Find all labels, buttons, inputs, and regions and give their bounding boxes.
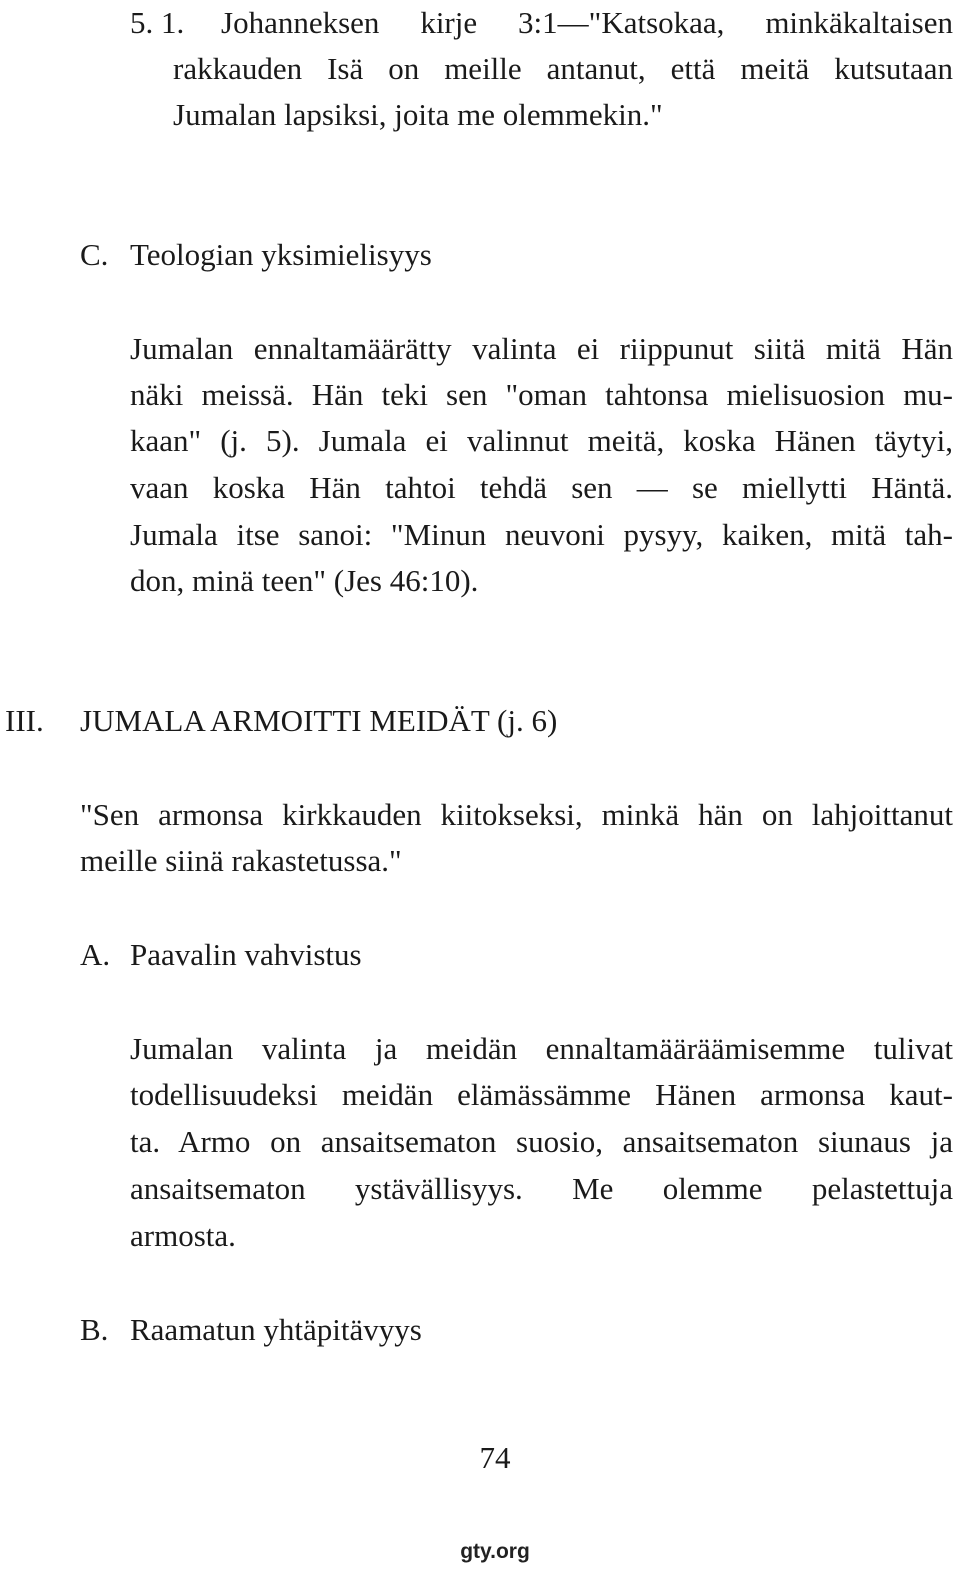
- text-line: todellisuudeksi meidän elämässämme Hänen armonsa kaut-: [130, 1077, 953, 1112]
- section-letter: A.: [80, 937, 111, 972]
- section-letter: C.: [80, 237, 109, 272]
- text-line: kaan" (j. 5). Jumala ei valinnut meitä, koska Hänen täytyi,: [130, 423, 953, 458]
- text-line: Jumala itse sanoi: "Minun neuvoni pysyy, kaiken, mitä tah-: [130, 517, 953, 552]
- text-line: vaan koska Hän tahtoi tehdä sen — se miellytti Häntä.: [130, 470, 953, 505]
- page-number: 74: [479, 1440, 511, 1475]
- quote-line: "Sen armonsa kirkkauden kiitokseksi, minkä hän on lahjoittanut: [80, 797, 953, 832]
- section-number: III.: [5, 703, 44, 738]
- text-line: Jumalan valinta ja meidän ennaltamääräämisemme tulivat: [130, 1031, 953, 1066]
- text-line: don, minä teen" (Jes 46:10).: [130, 563, 479, 598]
- site-footer: gty.org: [460, 1540, 530, 1563]
- text-line: rakkauden Isä on meille antanut, että meitä kutsutaan: [173, 51, 953, 86]
- list-number: 5. 1.: [130, 5, 185, 40]
- section-heading: Paavalin vahvistus: [130, 937, 362, 972]
- section-heading: JUMALA ARMOITTI MEIDÄT (j. 6): [80, 703, 558, 738]
- text-line: näki meissä. Hän teki sen "oman tahtonsa mielisuosion mu-: [130, 377, 953, 412]
- section-heading: Raamatun yhtäpitävyys: [130, 1312, 422, 1347]
- section-letter: B.: [80, 1312, 109, 1347]
- text-line: Jumalan lapsiksi, joita me olemmekin.": [173, 97, 663, 132]
- quote-line: meille siinä rakastetussa.": [80, 843, 402, 878]
- text-line: Johanneksen kirje 3:1—"Katsokaa, minkäkaltaisen: [221, 5, 953, 40]
- section-heading: Teologian yksimielisyys: [130, 237, 432, 272]
- text-line: ansaitsematon ystävällisyys. Me olemme pelastettuja: [130, 1171, 953, 1206]
- text-line: Jumalan ennaltamäärätty valinta ei riippunut siitä mitä Hän: [130, 331, 953, 366]
- text-line: ta. Armo on ansaitsematon suosio, ansaitsematon siunaus ja: [130, 1124, 953, 1159]
- text-line: armosta.: [130, 1218, 236, 1253]
